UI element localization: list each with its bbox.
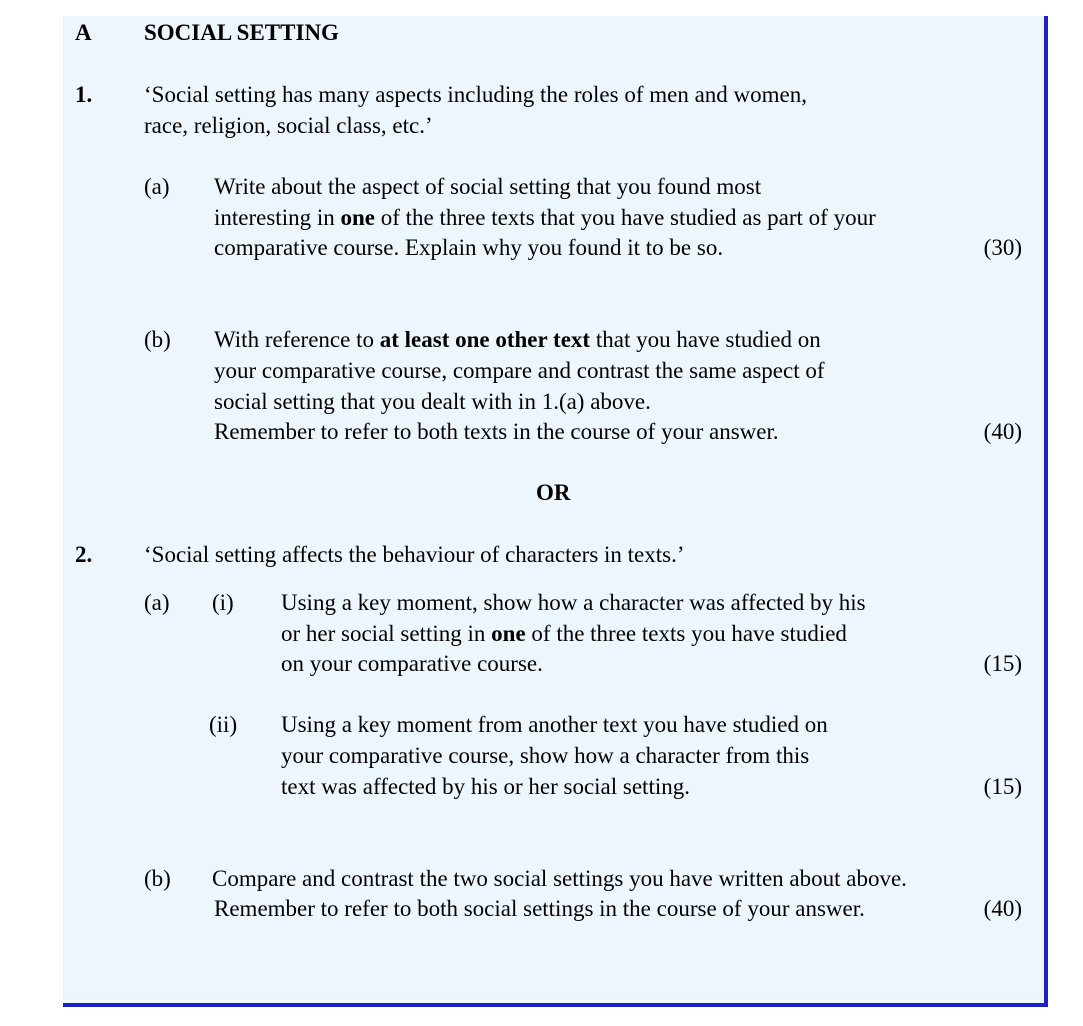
- question-1a-emphasis: one: [340, 205, 375, 230]
- question-2a-i-line-1: Using a key moment, show how a character was affected by his: [281, 590, 866, 615]
- question-1b-line-1-end: that you have studied on: [590, 327, 821, 352]
- question-1a-line-2: [214, 202, 876, 233]
- question-1a-line-3: comparative course. Explain why you found it to be so.: [214, 235, 724, 260]
- question-1b-line-1-start: With reference to: [214, 327, 380, 352]
- question-2a-ii-line-1: Using a key moment from another text you have studied on: [281, 712, 828, 737]
- question-1a-marks: (30): [983, 235, 1022, 260]
- question-2a-i-line-2-start: or her social setting in: [281, 621, 492, 646]
- question-2a-ii-marks: (15): [983, 774, 1022, 799]
- question-2-quote: ‘Social setting affects the behaviour of characters in texts.’: [144, 542, 685, 567]
- question-2a-i-line-2-end: of the three texts you have studied: [525, 621, 847, 646]
- question-1a-line-1: Write about the aspect of social setting that you found most: [214, 174, 762, 199]
- question-2a-ii-line-3: text was affected by his or her social setting.: [281, 774, 690, 799]
- question-1b-line-4: Remember to refer to both texts in the course of your answer.: [214, 419, 779, 444]
- question-2a-label: (a): [144, 590, 170, 615]
- question-1b-marks: (40): [983, 419, 1022, 444]
- question-2a-ii-label: (ii): [209, 712, 238, 737]
- question-1b-label: (b): [144, 327, 171, 352]
- question-1b-line-2: your comparative course, compare and contrast the same aspect of: [214, 358, 825, 383]
- question-1a-label: (a): [144, 174, 170, 199]
- or-separator: OR: [536, 480, 571, 505]
- question-2a-i-label: (i): [212, 590, 234, 615]
- question-2a-i-marks: (15): [983, 651, 1022, 676]
- question-2a-ii-line-2: your comparative course, show how a character from this: [281, 743, 810, 768]
- question-1-quote-line-1: ‘Social setting has many aspects including the roles of men and women,: [144, 82, 808, 107]
- question-1-quote-line-2: race, religion, social class, etc.’: [144, 113, 433, 138]
- question-2b-line-1: Compare and contrast the two social settings you have written about above.: [212, 866, 907, 891]
- question-1b-line-1: [214, 324, 821, 355]
- question-1b-line-3: social setting that you dealt with in 1.(a) above.: [214, 389, 651, 414]
- question-2a-i-line-3: on your comparative course.: [281, 651, 543, 676]
- question-2-number: 2.: [75, 542, 93, 567]
- question-panel: [63, 16, 1048, 1007]
- question-2b-marks: (40): [983, 896, 1022, 921]
- question-1-number: 1.: [75, 82, 93, 107]
- question-2b-line-2: Remember to refer to both social settings in the course of your answer.: [214, 896, 865, 921]
- question-2b-label: (b): [144, 866, 171, 891]
- question-1a-line-2-start: interesting in: [214, 205, 341, 230]
- question-2a-i-line-2: [281, 618, 847, 649]
- section-letter: A: [75, 20, 92, 45]
- question-1a-line-2-end: of the three texts that you have studied as part of your: [374, 205, 876, 230]
- question-1b-emphasis: at least one other text: [379, 327, 591, 352]
- question-2a-i-emphasis: one: [491, 621, 526, 646]
- section-title: SOCIAL SETTING: [144, 20, 339, 45]
